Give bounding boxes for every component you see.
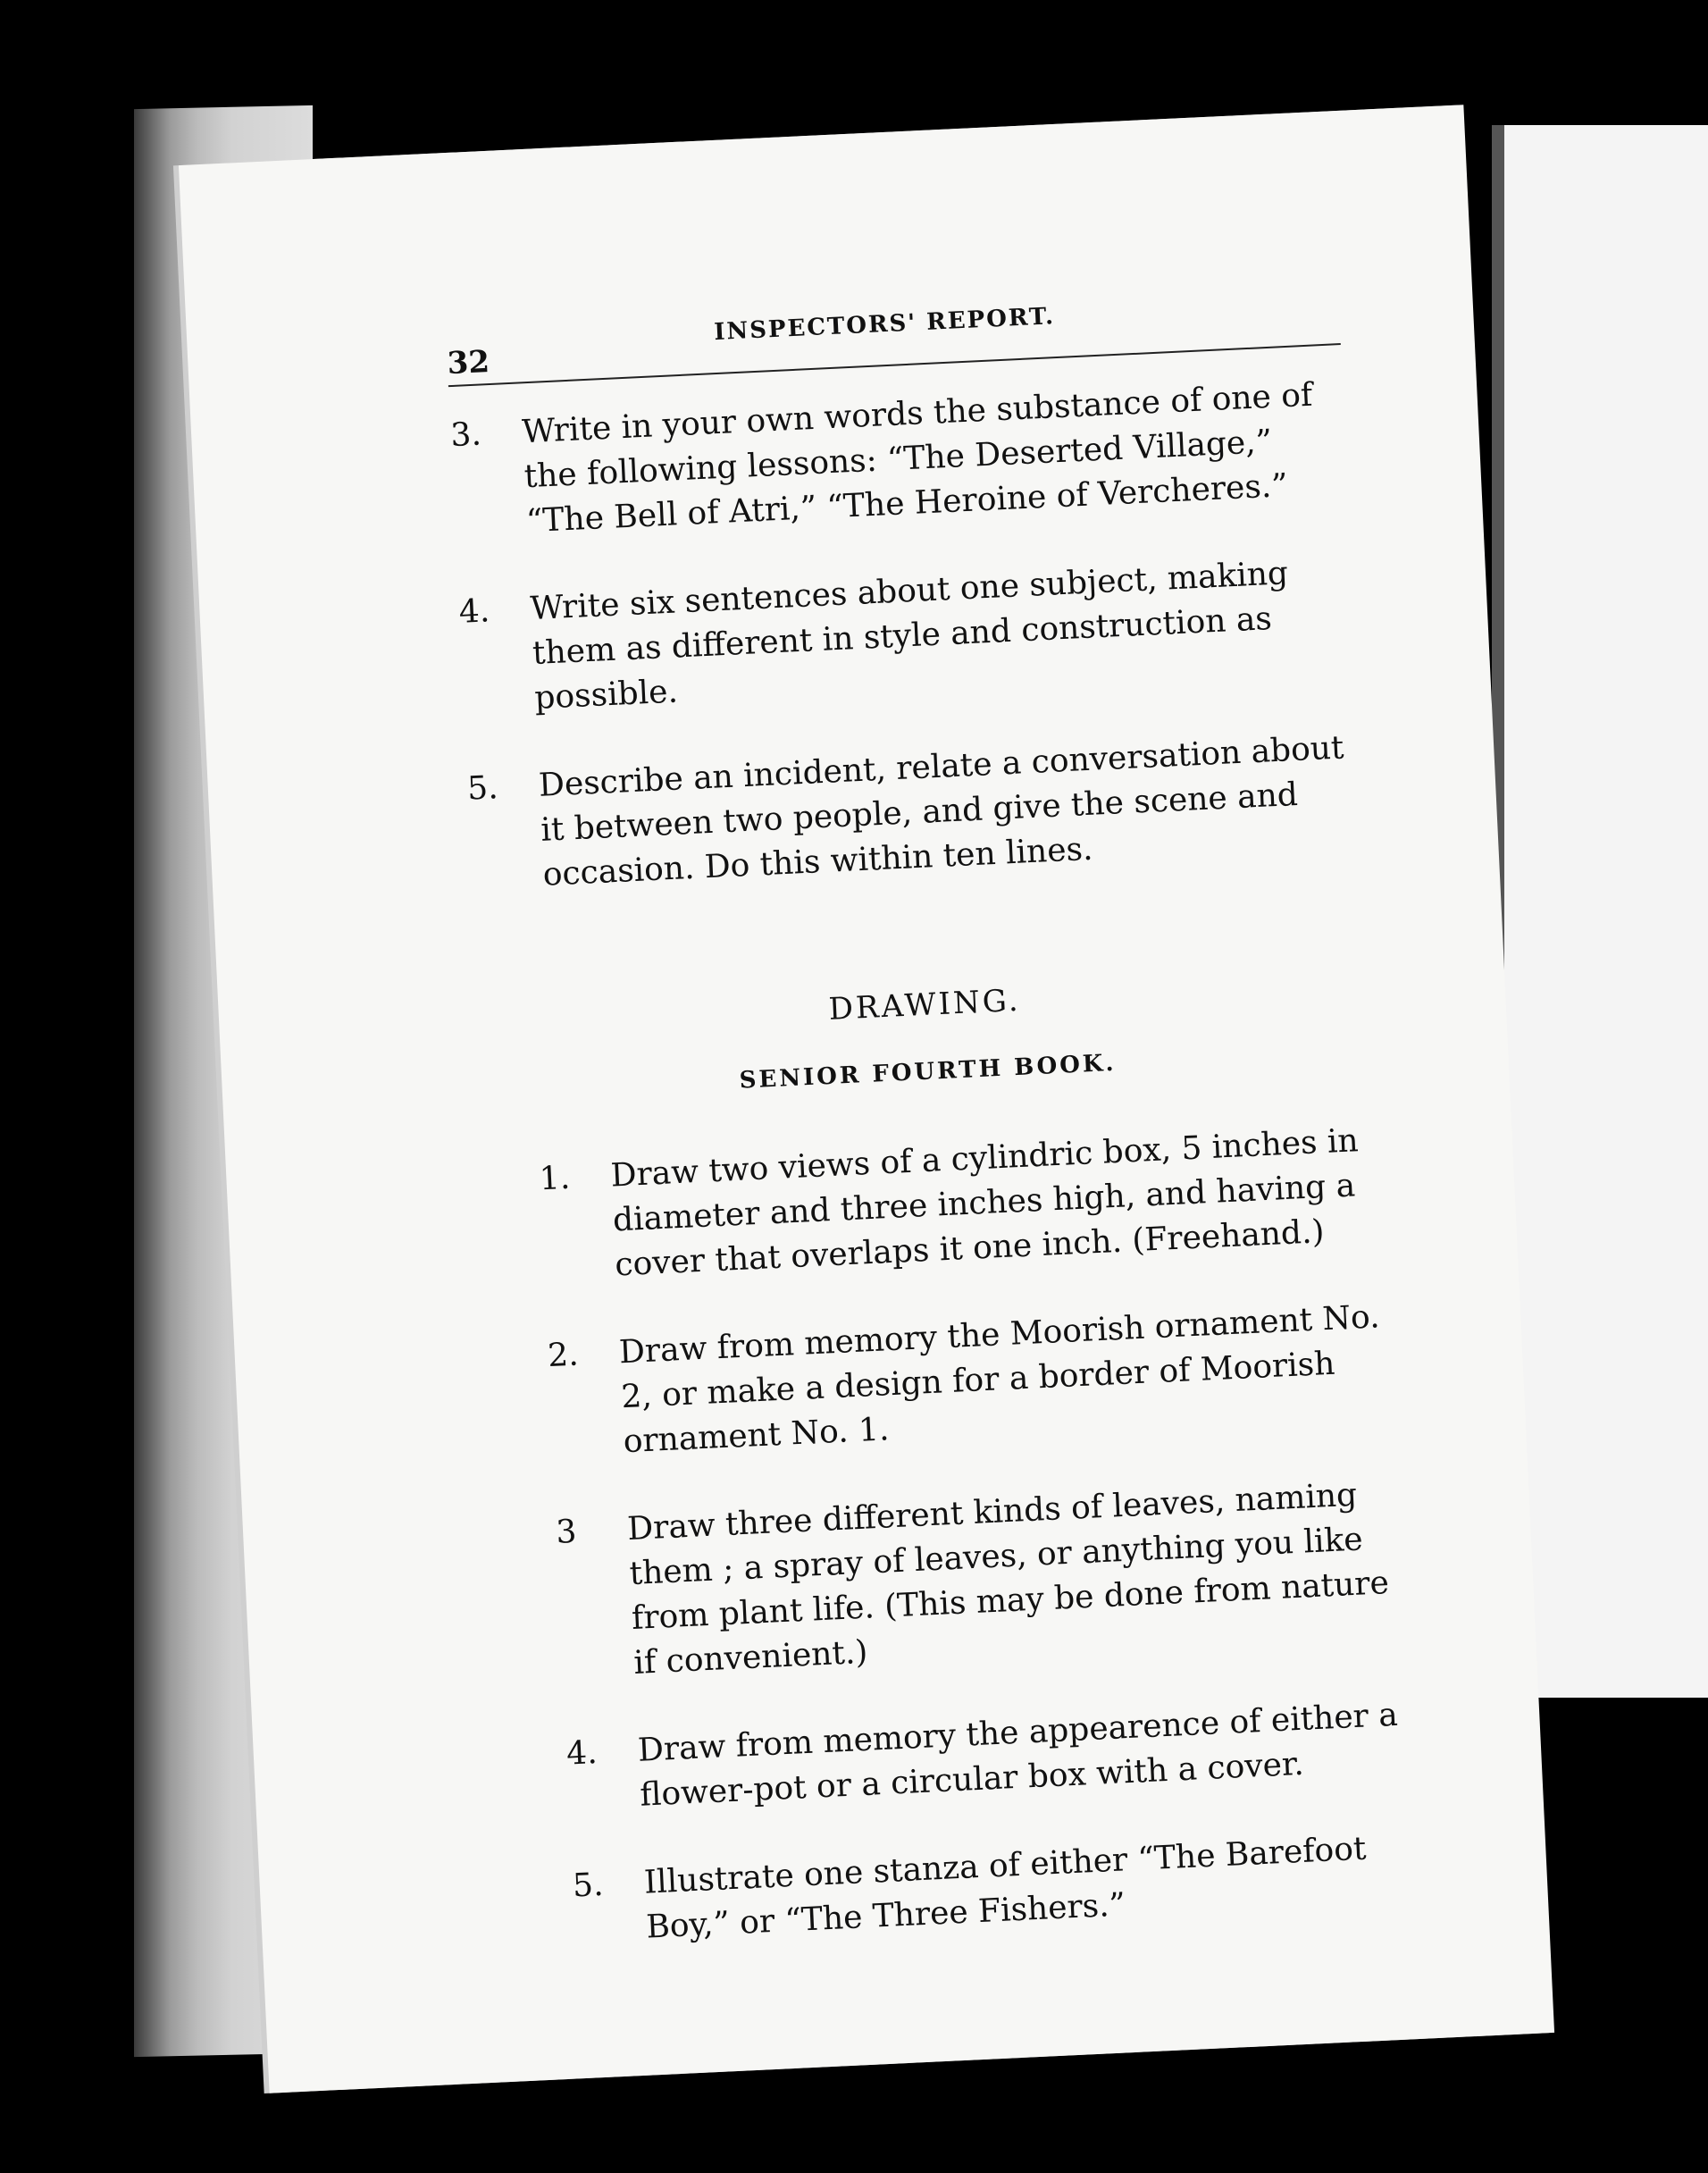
question-text: Describe an incident, relate a conversation about it between two people, and give the scene and occasion. Do this within ten lines. [538, 729, 1345, 894]
page-content [446, 289, 1417, 1999]
question-text: Draw from memory the Moorish ornament No. 2, or make a design for a border of Moorish ornament No. 1. [618, 1298, 1381, 1461]
question-item [555, 1472, 1402, 1690]
question-number: 4. [565, 1734, 599, 1773]
question-item [449, 372, 1348, 548]
question-item [565, 1692, 1409, 1821]
question-item [572, 1825, 1415, 1953]
composition-questions [449, 372, 1365, 902]
question-text: Write six sentences about one subject, making them as different in style and construction as possible. [529, 555, 1289, 717]
question-text: Draw two views of a cylindric box, 5 inches in diameter and three inches high, and having a cover that overlaps it one inch. (Freehand.) [609, 1122, 1360, 1284]
drawing-questions [539, 1118, 1415, 1953]
question-item [466, 726, 1365, 902]
question-number: 1. [538, 1159, 572, 1198]
question-text: Illustrate one stanza of either “The Barefoot Boy,” or “The Three Fishers.” [643, 1830, 1368, 1946]
question-item [458, 549, 1357, 725]
question-text: Write in your own words the substance of one of the following lessons: “The Deserted Village,” “The Bell of Atri,” “The Heroine of Vercheres.” [521, 376, 1314, 541]
section-subheading: SENIOR FOURTH BOOK. [739, 1049, 1118, 1095]
question-item [547, 1295, 1392, 1468]
page-number: 32 [446, 343, 490, 382]
question-number: 3 [555, 1513, 578, 1551]
question-number: 4. [457, 592, 491, 631]
question-number: 2. [547, 1336, 580, 1375]
question-text: Draw three different kinds of leaves, naming them ; a spray of leaves, or anything you like from plant life. (This may be done from nature if convenient.) [626, 1476, 1390, 1682]
question-number: 3. [449, 415, 482, 455]
question-text: Draw from memory the appearence of either a flower-pot or a circular box with a cover. [637, 1696, 1399, 1814]
question-number: 5. [572, 1866, 605, 1905]
running-title: INSPECTORS' REPORT. [713, 303, 1056, 347]
book-page [179, 105, 1554, 2093]
section-heading: DRAWING. [827, 982, 1022, 1028]
question-number: 5. [466, 769, 499, 808]
running-head [446, 289, 1341, 387]
question-item [539, 1118, 1384, 1291]
